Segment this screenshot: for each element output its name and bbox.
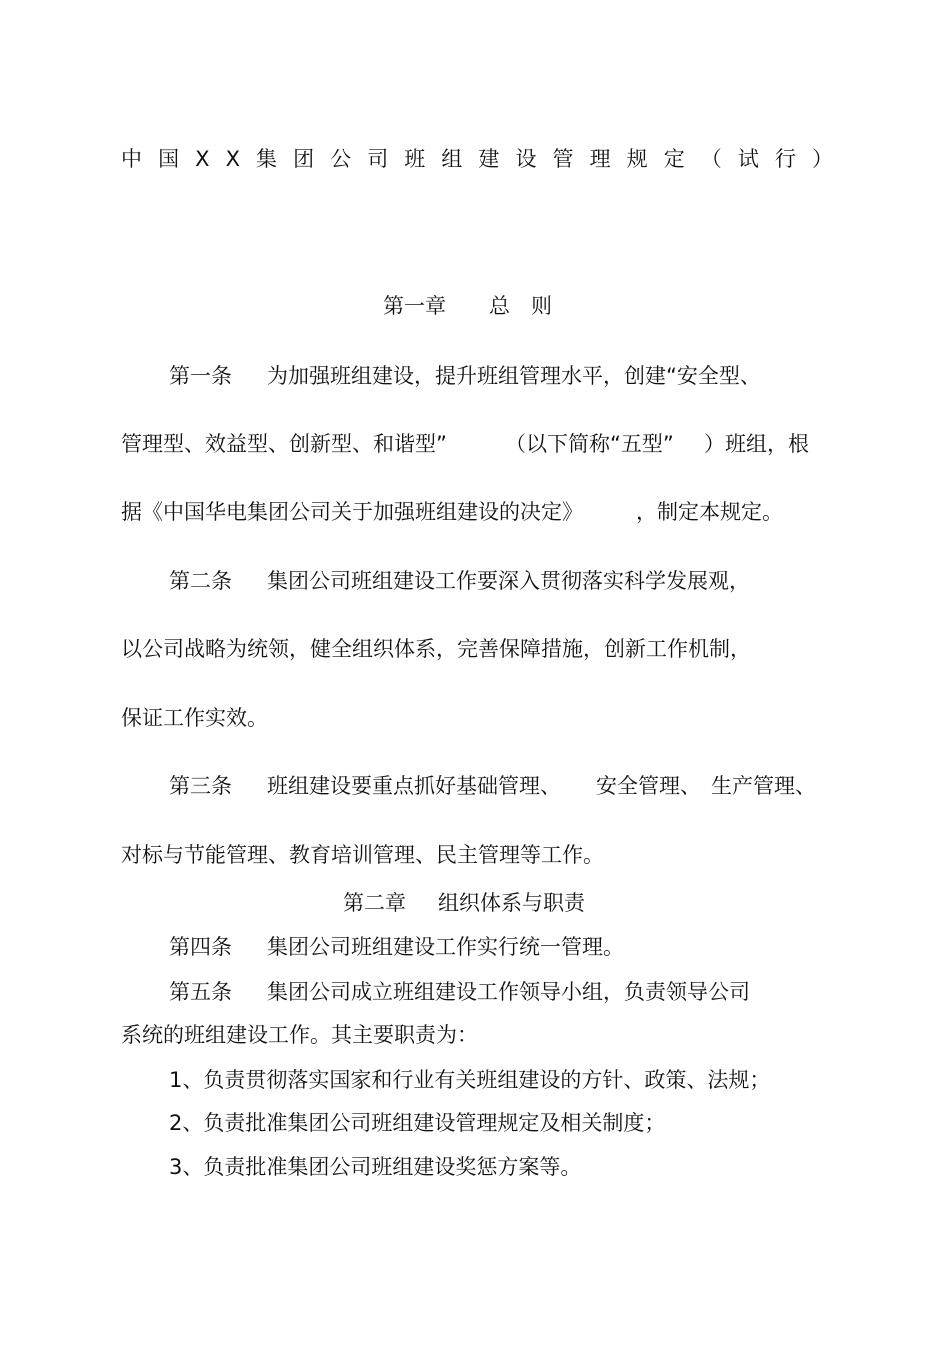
- document-title: [121, 145, 833, 173]
- article-3-text-line-1c: 生产管理、: [711, 774, 816, 798]
- chapter-1-name: 总 则: [489, 294, 552, 318]
- article-2-text-line-2: 以公司战略为统领，健全组织体系，完善保障措施，创新工作机制，: [121, 637, 751, 661]
- article-1-text-line-2c: ）班组，根: [704, 432, 809, 456]
- title-char: X: [225, 147, 240, 171]
- article-5-text-line-2: 系统的班组建设工作。其主要职责为：: [121, 1023, 478, 1047]
- title-char: 中: [121, 147, 142, 171]
- article-2-label: 第二条: [169, 569, 232, 593]
- title-char: 设: [515, 147, 537, 171]
- chapter-2-name: 组织体系与职责: [438, 891, 585, 915]
- article-2-text-line-3: 保证工作实效。: [121, 706, 268, 730]
- duty-item: 1、负责贯彻落实国家和行业有关班组建设的方针、政策、法规；: [169, 1068, 771, 1092]
- article-5-label: 第五条: [169, 980, 232, 1004]
- article-1-text-line-3b: ，制定本规定。: [636, 500, 783, 524]
- duty-item: 3、负责批准集团公司班组建设奖惩方案等。: [169, 1155, 582, 1179]
- article-5-text-line-1: 集团公司成立班组建设工作领导小组，负责领导公司: [267, 980, 750, 1004]
- title-char: 试: [737, 147, 759, 171]
- title-char: 国: [158, 147, 180, 171]
- title-char: X: [195, 147, 210, 171]
- duty-item: 2、负责批准集团公司班组建设管理规定及相关制度；: [169, 1111, 666, 1135]
- article-3-text-line-1b: 安全管理、: [596, 774, 701, 798]
- title-char: 行: [774, 147, 796, 171]
- article-3-label: 第三条: [169, 774, 232, 798]
- title-char: 公: [330, 147, 352, 171]
- article-1-text-line-2a: 管理型、效益型、创新型、和谐型”: [121, 432, 447, 456]
- article-1-text-line-2b: （以下简称“五型”: [505, 432, 674, 456]
- title-char: 定: [663, 147, 685, 171]
- chapter-2-number: 第二章: [343, 891, 406, 915]
- article-4-text: 集团公司班组建设工作实行统一管理。: [267, 935, 624, 959]
- title-char: 建: [478, 147, 500, 171]
- title-char: 团: [293, 147, 315, 171]
- article-4-label: 第四条: [169, 935, 232, 959]
- title-char: （: [700, 147, 722, 171]
- title-char: 规: [626, 147, 648, 171]
- title-char: 司: [367, 147, 389, 171]
- title-char: 理: [589, 147, 611, 171]
- article-3-text-line-1a: 班组建设要重点抓好基础管理、: [267, 774, 561, 798]
- chapter-1-number: 第一章: [383, 294, 446, 318]
- title-char: 班: [404, 147, 426, 171]
- article-2-text-line-1: 集团公司班组建设工作要深入贯彻落实科学发展观，: [267, 569, 750, 593]
- article-3-text-line-2: 对标与节能管理、教育培训管理、民主管理等工作。: [121, 843, 604, 867]
- article-1-text-line-3a: 据《中国华电集团公司关于加强班组建设的决定》: [121, 500, 583, 524]
- title-char: ）: [811, 147, 833, 171]
- article-1-text-line-1: 为加强班组建设，提升班组管理水平，创建“安全型、: [267, 364, 761, 388]
- article-1-label: 第一条: [169, 364, 232, 388]
- title-char: 组: [441, 147, 463, 171]
- title-char: 集: [256, 147, 278, 171]
- title-char: 管: [552, 147, 574, 171]
